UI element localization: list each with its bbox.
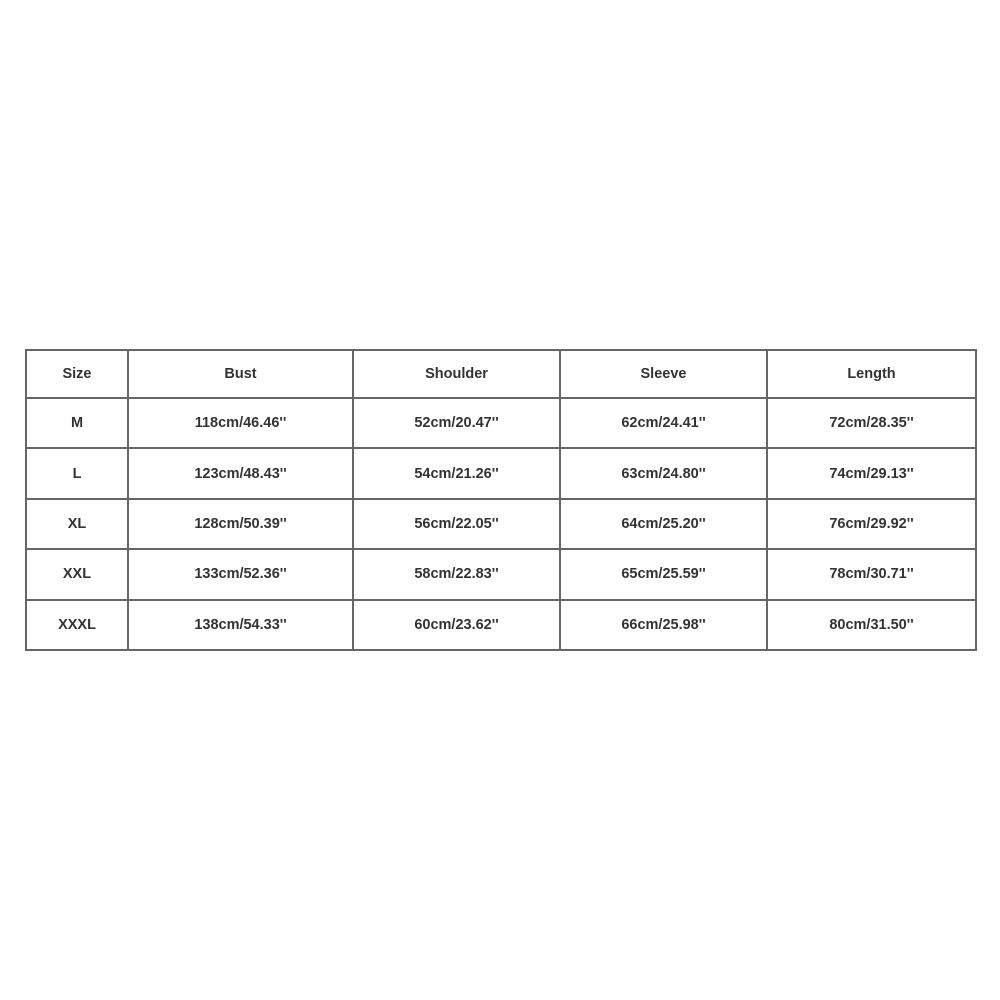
- cell-length: 72cm/28.35'': [767, 398, 976, 448]
- cell-length: 76cm/29.92'': [767, 499, 976, 549]
- table-row: [26, 398, 976, 448]
- cell-sleeve: 62cm/24.41'': [560, 398, 767, 448]
- cell-sleeve: 65cm/25.59'': [560, 549, 767, 599]
- cell-shoulder: 52cm/20.47'': [353, 398, 560, 448]
- table-row: [26, 600, 976, 650]
- cell-shoulder: 60cm/23.62'': [353, 600, 560, 650]
- cell-bust: 128cm/50.39'': [128, 499, 353, 549]
- table-header-row: [26, 350, 976, 398]
- cell-size: XXXL: [26, 600, 128, 650]
- cell-shoulder: 58cm/22.83'': [353, 549, 560, 599]
- cell-length: 78cm/30.71'': [767, 549, 976, 599]
- table-row: [26, 448, 976, 498]
- cell-bust: 138cm/54.33'': [128, 600, 353, 650]
- header-sleeve: Sleeve: [560, 350, 767, 398]
- header-shoulder: Shoulder: [353, 350, 560, 398]
- cell-size: XL: [26, 499, 128, 549]
- cell-sleeve: 63cm/24.80'': [560, 448, 767, 498]
- cell-bust: 123cm/48.43'': [128, 448, 353, 498]
- cell-length: 74cm/29.13'': [767, 448, 976, 498]
- header-bust: Bust: [128, 350, 353, 398]
- header-length: Length: [767, 350, 976, 398]
- cell-length: 80cm/31.50'': [767, 600, 976, 650]
- header-size: Size: [26, 350, 128, 398]
- table-row: [26, 499, 976, 549]
- table-row: [26, 549, 976, 599]
- cell-size: M: [26, 398, 128, 448]
- size-chart-table: [25, 349, 977, 651]
- cell-sleeve: 66cm/25.98'': [560, 600, 767, 650]
- cell-shoulder: 56cm/22.05'': [353, 499, 560, 549]
- cell-sleeve: 64cm/25.20'': [560, 499, 767, 549]
- cell-shoulder: 54cm/21.26'': [353, 448, 560, 498]
- cell-size: XXL: [26, 549, 128, 599]
- cell-size: L: [26, 448, 128, 498]
- cell-bust: 118cm/46.46'': [128, 398, 353, 448]
- cell-bust: 133cm/52.36'': [128, 549, 353, 599]
